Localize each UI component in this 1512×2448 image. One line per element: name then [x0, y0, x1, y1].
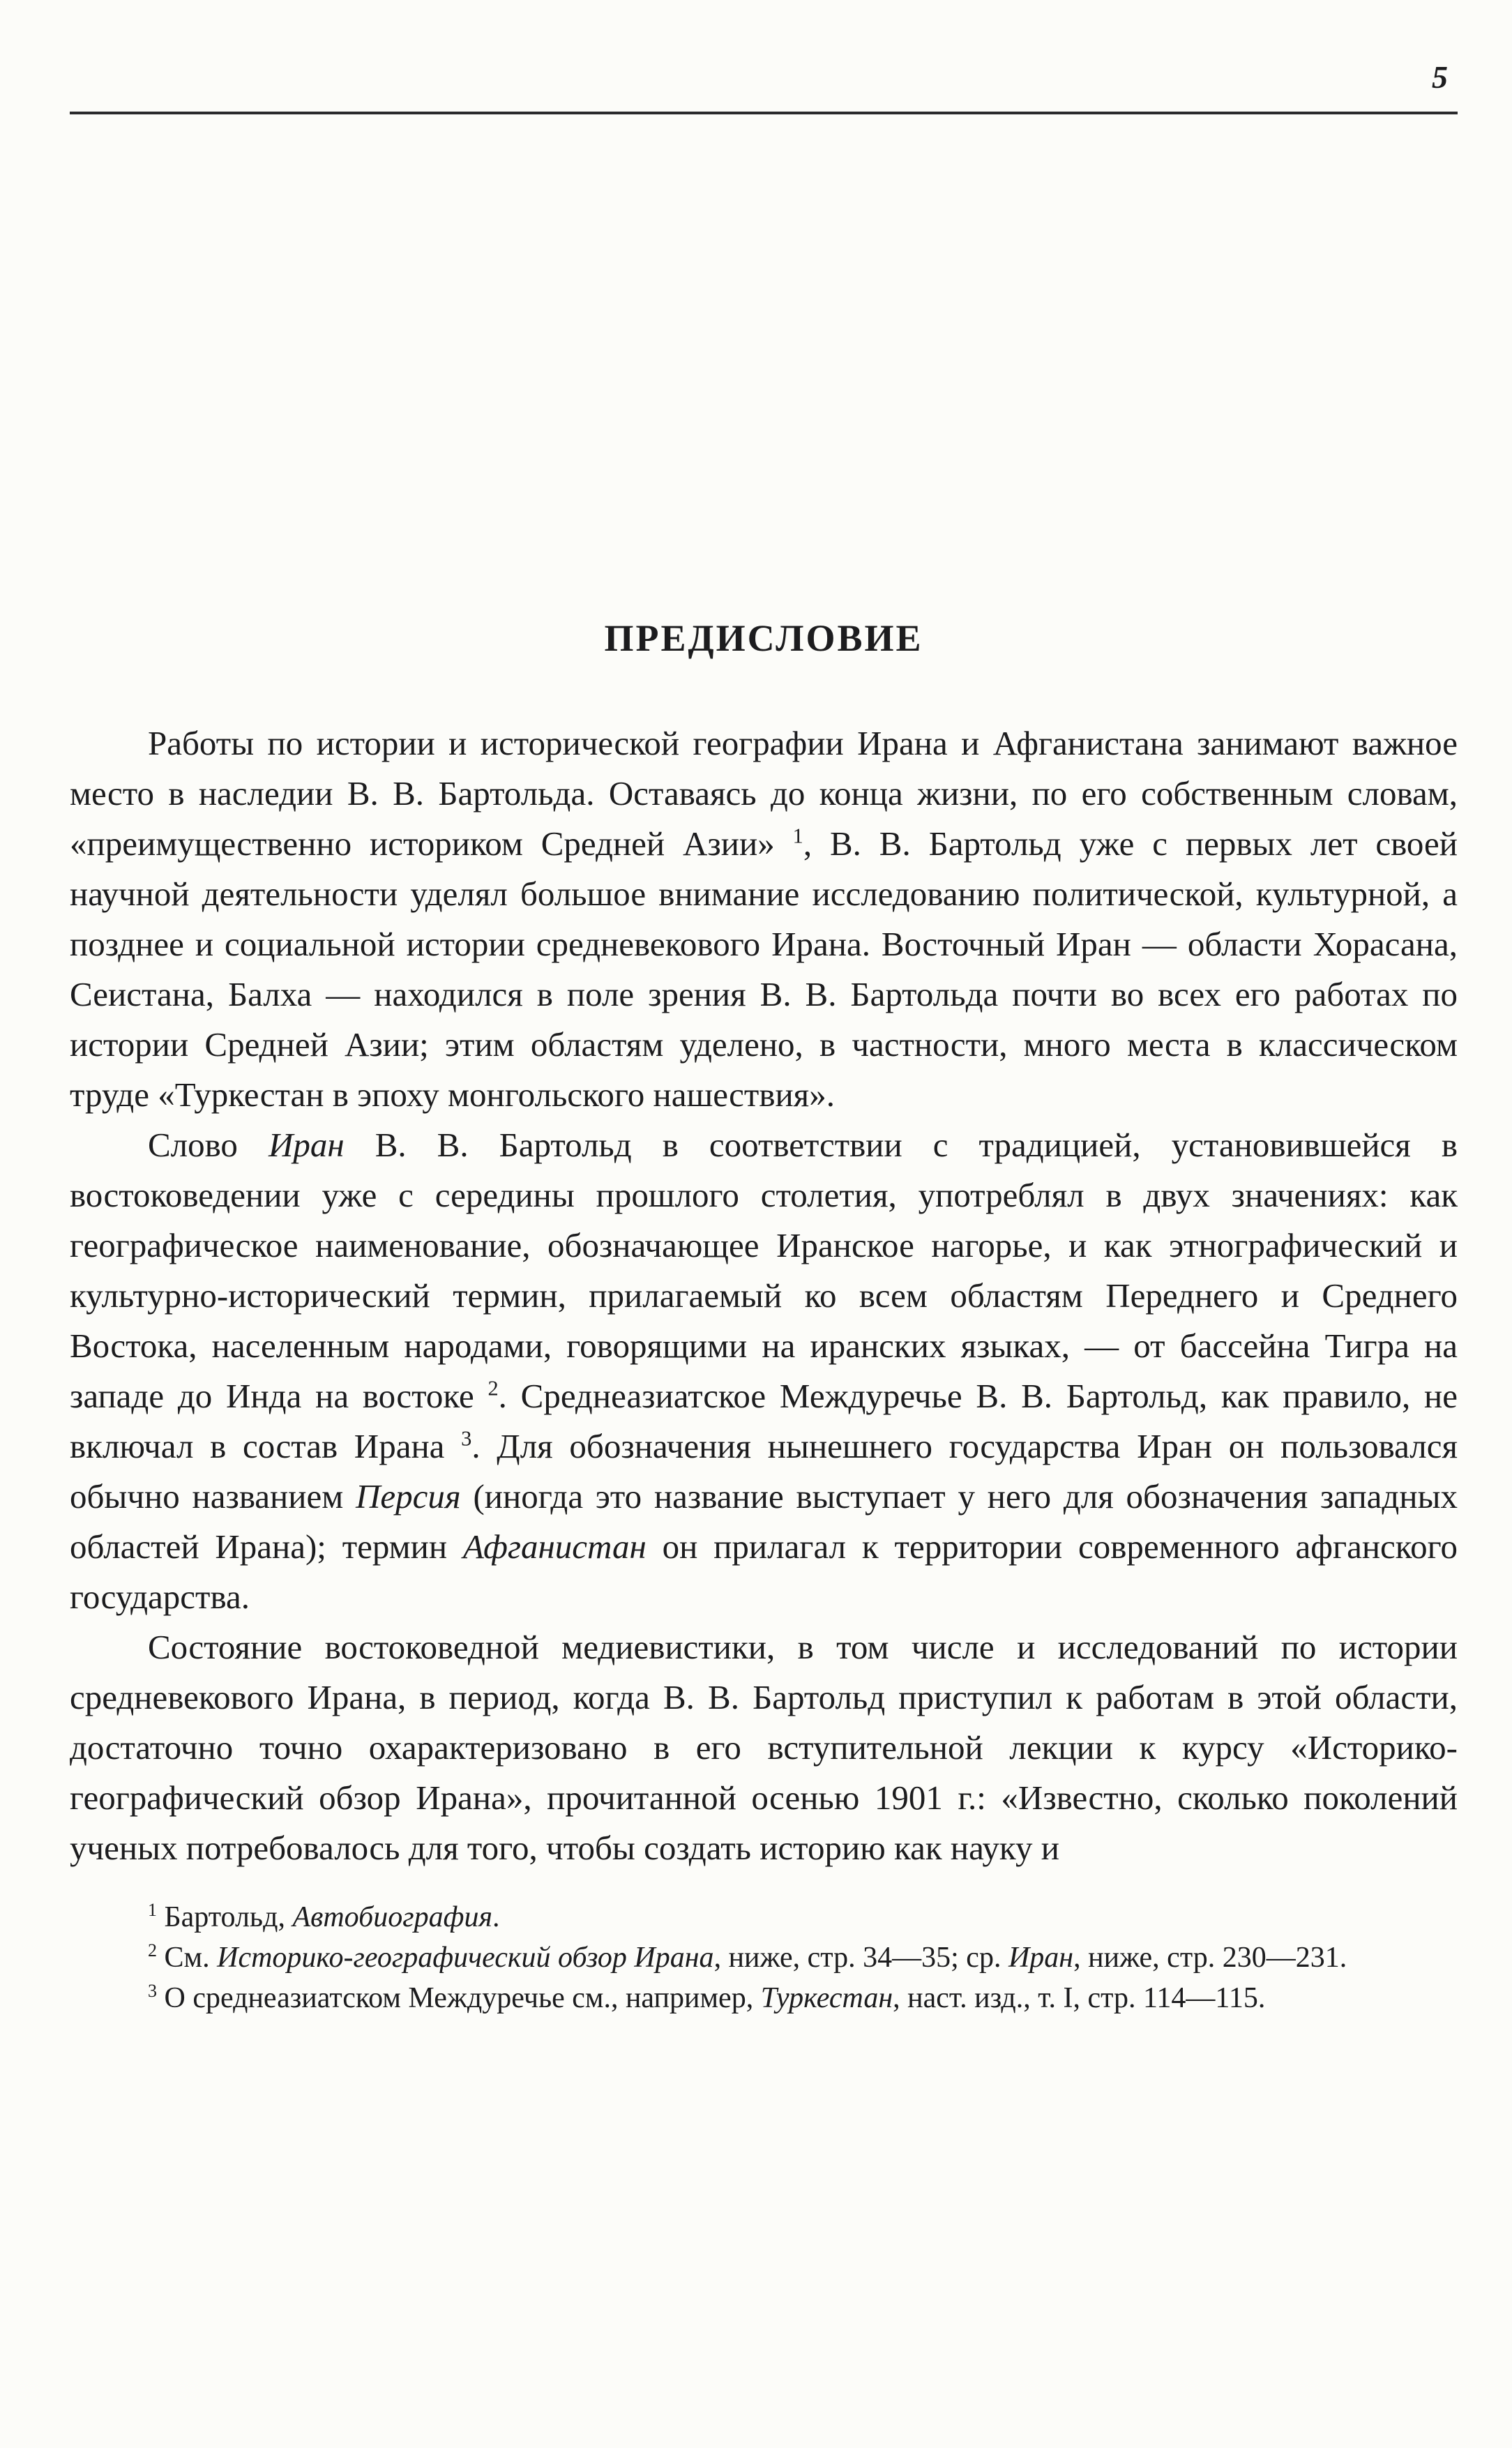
page-number: 5 [1432, 59, 1448, 95]
footnote-2: $^2$ См. Историко-географический обзор Ирана, ниже, стр. 34—35; ср. Иран, ниже, стр. 230—231. [148, 1940, 1347, 1974]
footnotes [70, 1897, 1458, 2018]
footnote-3: $^3$ О среднеазиатском Междуречье см., например, Туркестан, наст. изд., т. I, стр. 114—115. [148, 1981, 1266, 2014]
body-text [70, 718, 1458, 1873]
footnote-1: $^1$ Бартольд, Автобиография. [148, 1900, 500, 1933]
chapter-title: ПРЕДИСЛОВИЕ [604, 617, 923, 659]
paragraph-1: Работы по истории и исторической географии Ирана и Афганистана занимают важное место в наследии В. В. Бартольда. Оставаясь до конца жизни, по его собственным словам, «преимущественно историком Средней Азии» $^1$, В. В. Бартольд уже с первых лет своей научной деятельности уделял большое внимание исследованию политической, культурной, а позднее и социальной истории средневекового Ирана. Восточный Иран — области Хорасана, Сеистана, Балха — находился в поле зрения В. В. Бартольда почти во всех его работах по истории Средней Азии; этим областям уделено, в частности, много места в классическом труде «Туркестан в эпоху монгольского нашествия». [70, 724, 1458, 1114]
paragraph-2: Слово Иран В. В. Бартольд в соответствии с традицией, установившейся в востоковедении уже с середины прошлого столетия, употреблял в двух значениях: как географическое наименование, обозначающее Иранское нагорье, и как этнографический и культурно-исторический термин, прилагаемый ко всем областям Переднего и Среднего Востока, населенным народами, говорящими на иранских языках, — от бассейна Тигра на западе до Инда на востоке $^2$. Среднеазиатское Междуречье В. В. Бартольд, как правило, не включал в состав Ирана $^3$. Для обозначения нынешнего государства Иран он пользовался обычно названием Персия (иногда это название выступает у него для обозначения западных областей Ирана); термин Афганистан он прилагал к территории современного афганского государства. [70, 1126, 1458, 1616]
header-rule [70, 112, 1458, 114]
paragraph-3: Состояние востоковедной медиевистики, в том числе и исследований по истории средневекового Ирана, в период, когда В. В. Бартольд приступил к работам в этой области, достаточно точно охарактеризовано в его вступительной лекции к курсу «Историко-географический обзор Ирана», прочитанной осенью 1901 г.: «Известно, сколько поколений ученых потребовалось для того, чтобы создать историю как науку и [70, 1628, 1458, 1867]
